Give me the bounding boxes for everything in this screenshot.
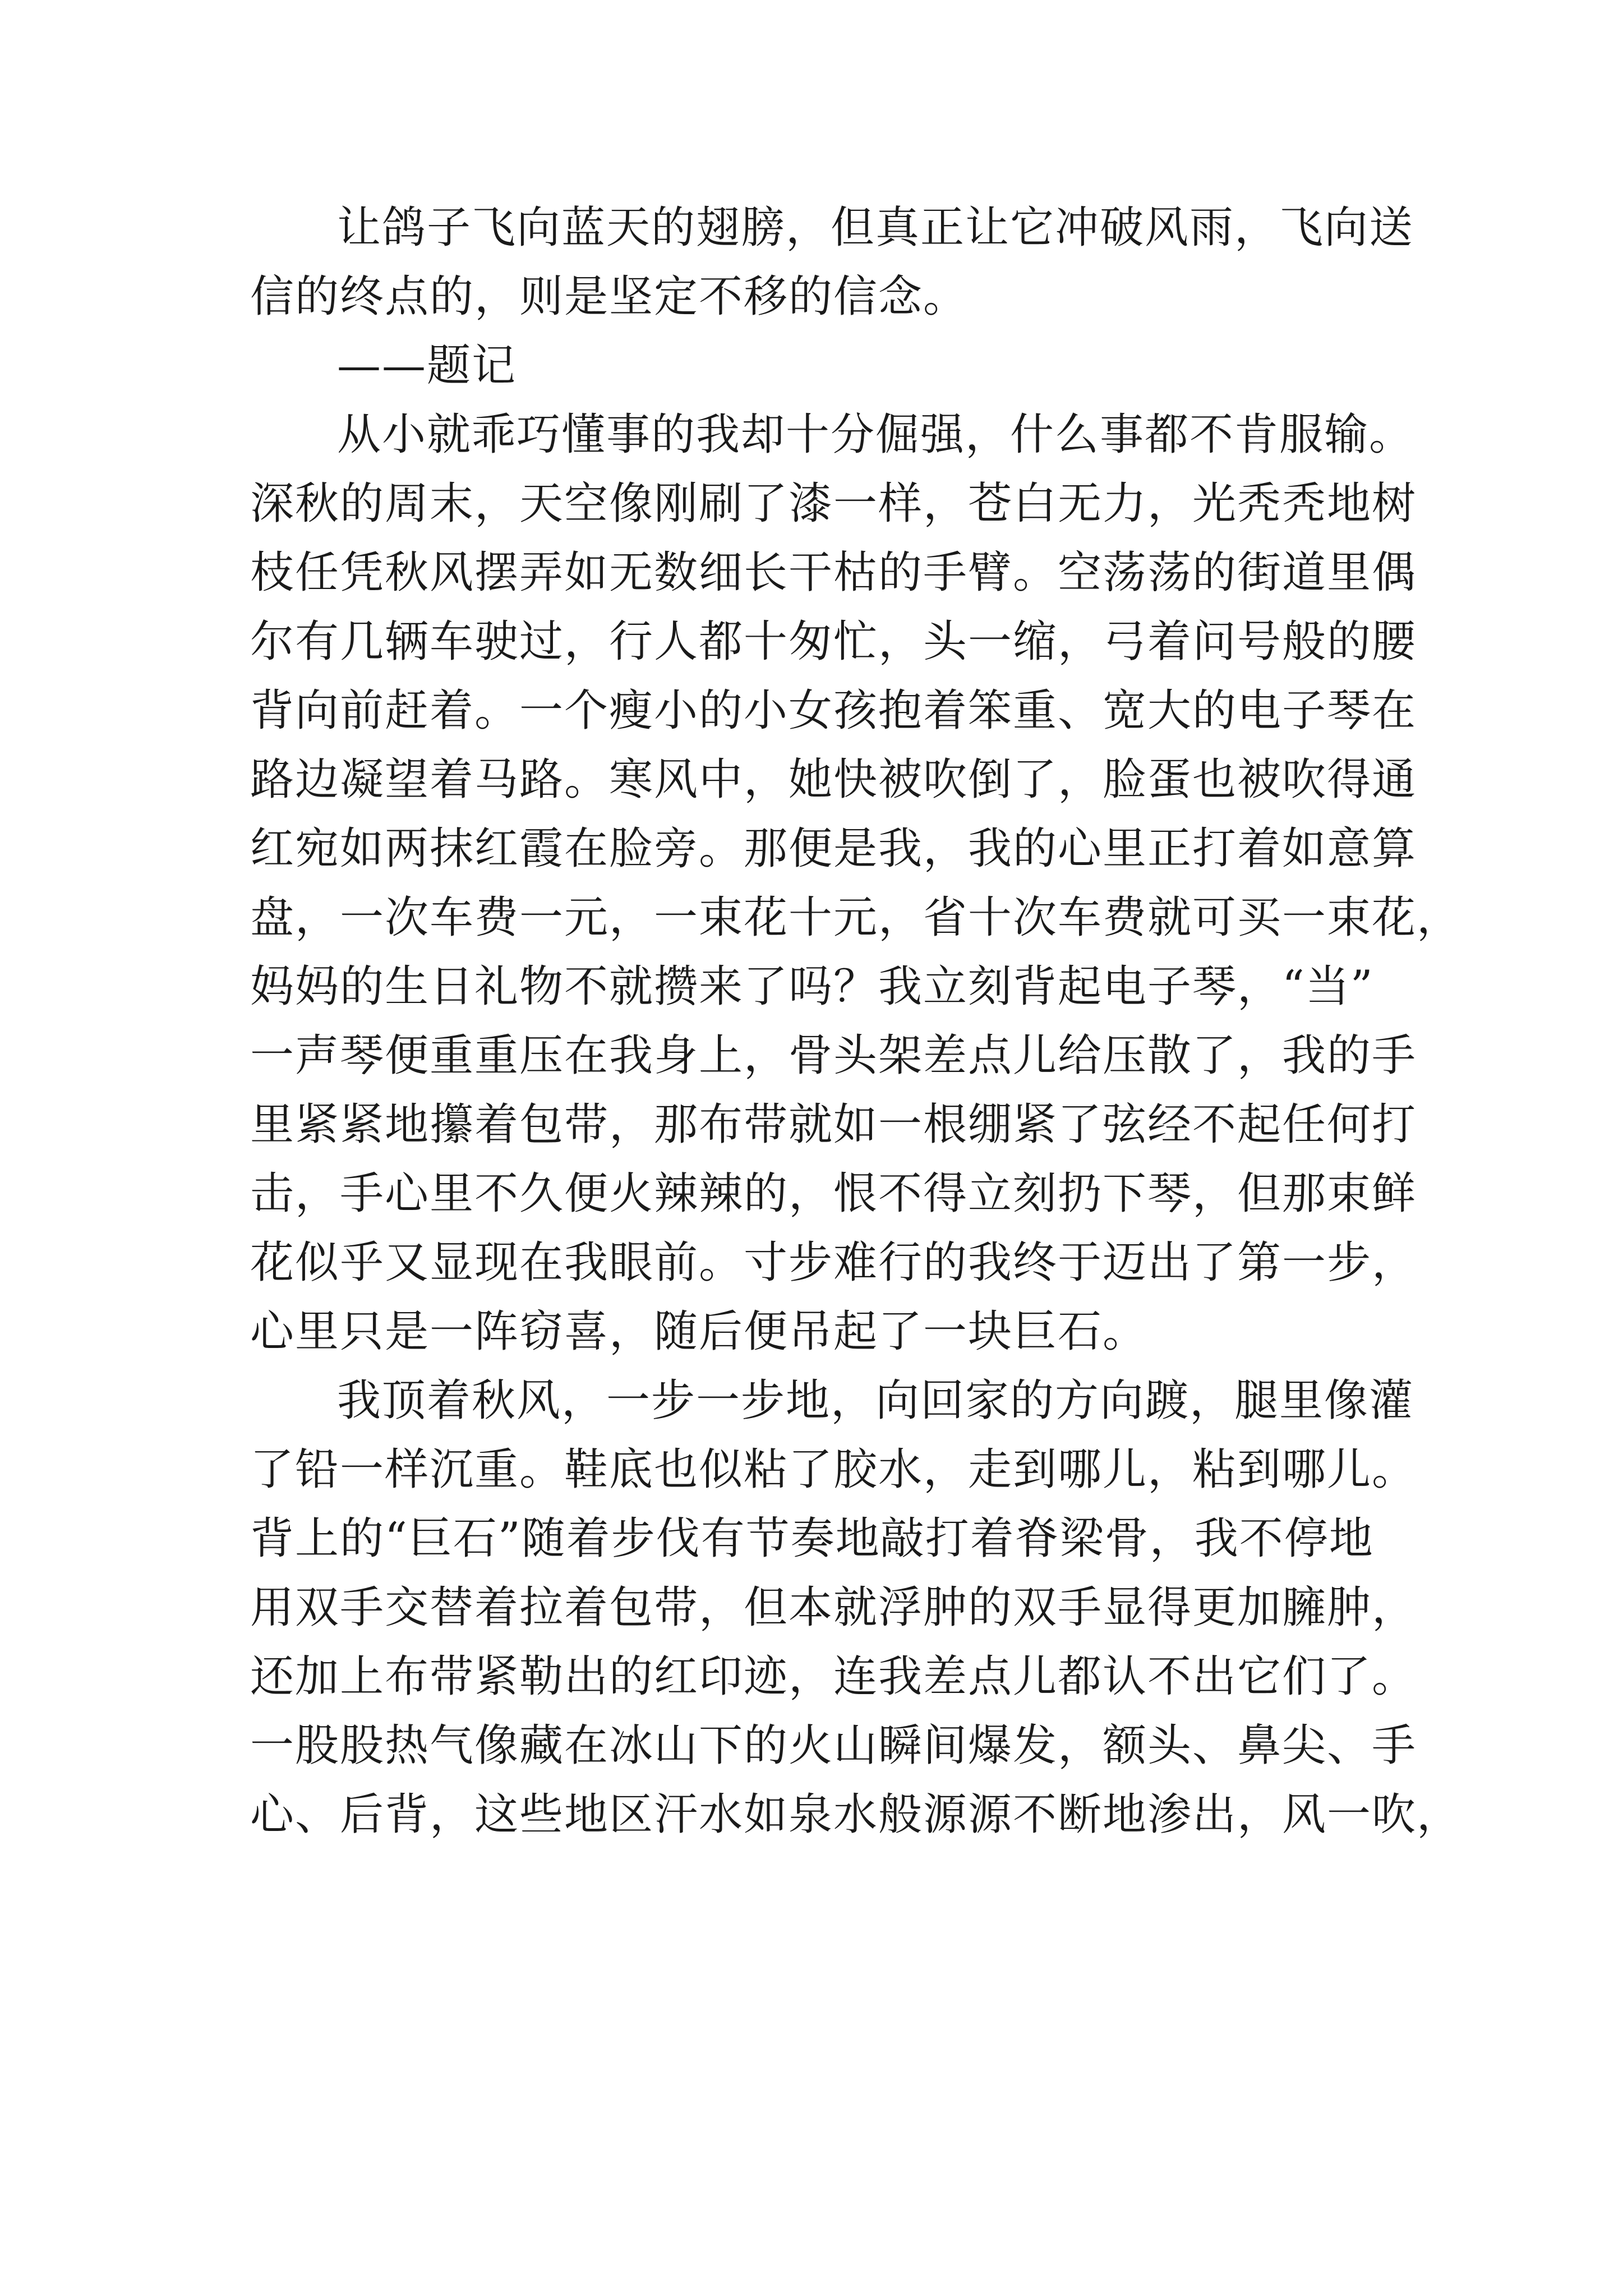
text-line: 一声琴便重重压在我身上，骨头架差点儿给压散了，我的手 [250, 1030, 1417, 1081]
text-line: 花似乎又显现在我眼前。寸步难行的我终于迈出了第一步， [250, 1237, 1417, 1288]
text-line: 背向前赶着。一个瘦小的小女孩抱着笨重、宽大的电子琴在 [250, 685, 1417, 736]
text-line: 信的终点的，则是坚定不移的信念。 [250, 272, 969, 322]
text-line: 从小就乖巧懂事的我却十分倔强，什么事都不肯服输。 [337, 409, 1414, 460]
text-line: 深秋的周末，天空像刚刷了漆一样，苍白无力，光秃秃地树 [250, 478, 1417, 529]
essay-body [250, 194, 1462, 1849]
text-line: 里紧紧地攥着包带，那布带就如一根绷紧了弦经不起任何打 [250, 1099, 1417, 1150]
text-line: 枝任凭秋风摆弄如无数细长干枯的手臂。空荡荡的街道里偶 [250, 547, 1417, 598]
text-line: 心、后背，这些地区汗水如泉水般源源不断地渗出，风一吹， [250, 1789, 1462, 1840]
text-line: 我顶着秋风，一步一步地，向回家的方向踱，腿里像灌 [337, 1375, 1414, 1426]
text-line: 心里只是一阵窃喜，随后便吊起了一块巨石。 [250, 1306, 1148, 1357]
text-line: 用双手交替着拉着包带，但本就浮肿的双手显得更加臃肿， [250, 1582, 1417, 1633]
text-line: 尔有几辆车驶过，行人都十匆忙，头一缩，弓着问号般的腰 [250, 616, 1417, 667]
text-line: 盘，一次车费一元，一束花十元，省十次车费就可买一束花， [250, 892, 1462, 943]
text-line: 让鸽子飞向蓝天的翅膀，但真正让它冲破风雨，飞向送 [337, 203, 1414, 253]
text-line: 路边凝望着马路。寒风中，她快被吹倒了，脸蛋也被吹得通 [250, 754, 1417, 805]
text-line: 红宛如两抹红霞在脸旁。那便是我，我的心里正打着如意算 [250, 823, 1417, 874]
text-line: 妈妈的生日礼物不就攒来了吗？我立刻背起电子琴，“当” [250, 961, 1374, 1012]
text-line: 了铅一样沉重。鞋底也似粘了胶水，走到哪儿，粘到哪儿。 [250, 1444, 1417, 1495]
text-line: 击，手心里不久便火辣辣的，恨不得立刻扔下琴，但那束鲜 [250, 1168, 1417, 1219]
text-line: 一股股热气像藏在冰山下的火山瞬间爆发，额头、鼻尖、手 [250, 1720, 1417, 1771]
text-line: 背上的“巨石”随着步伐有节奏地敲打着脊梁骨，我不停地 [250, 1513, 1374, 1564]
text-line: 还加上布带紧勒出的红印迹，连我差点儿都认不出它们了。 [250, 1651, 1417, 1702]
epigraph-attribution: ——题记 [337, 341, 517, 391]
